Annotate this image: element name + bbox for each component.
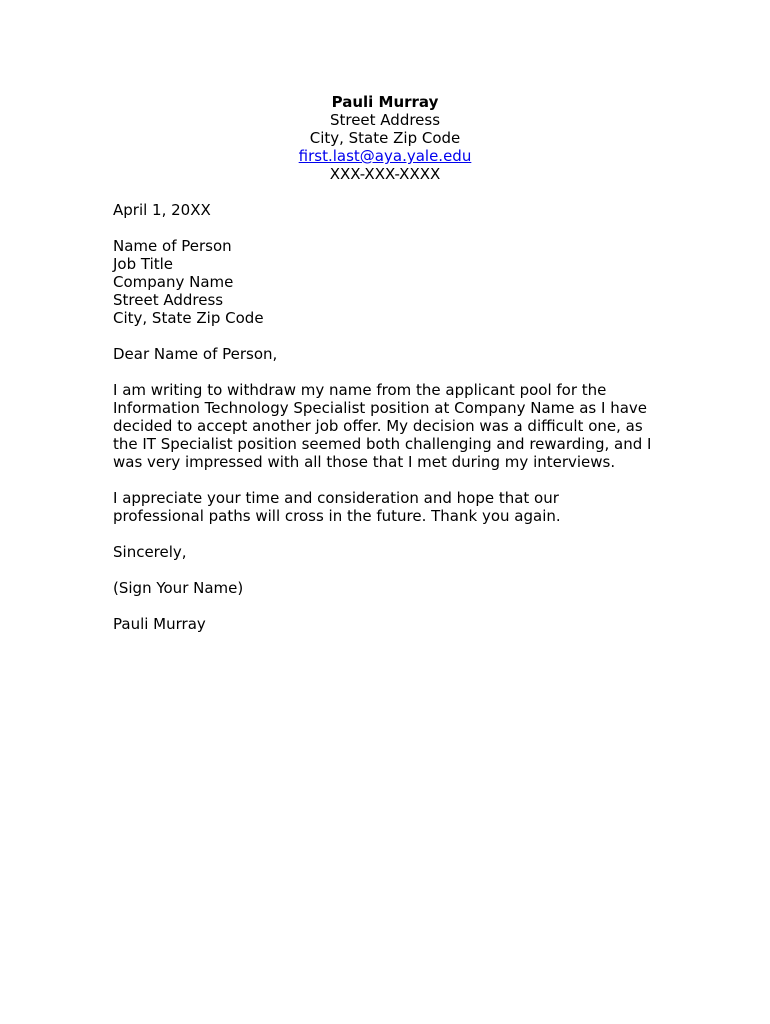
spacer <box>113 597 673 615</box>
paragraph-line: I am writing to withdraw my name from the applicant pool for the <box>113 381 607 399</box>
paragraph-line: was very impressed with all those that I met during my interviews. <box>113 453 616 471</box>
paragraph-line: professional paths will cross in the future. Thank you again. <box>113 507 561 525</box>
salutation: Dear Name of Person, <box>113 345 278 363</box>
letterhead <box>0 93 770 183</box>
sender-email-link[interactable]: first.last@aya.yale.edu <box>298 147 472 165</box>
spacer <box>113 471 673 489</box>
paragraph-line: the IT Specialist position seemed both challenging and rewarding, and I <box>113 435 652 453</box>
paragraph-withdrawal <box>113 381 673 471</box>
recipient-title: Job Title <box>113 255 174 273</box>
paragraph-line: decided to accept another job offer. My decision was a difficult one, as <box>113 417 643 435</box>
sender-name: Pauli Murray <box>331 93 439 111</box>
sender-phone: XXX-XXX-XXXX <box>329 165 441 183</box>
closing: Sincerely, <box>113 543 187 561</box>
spacer <box>113 327 673 345</box>
paragraph-thanks <box>113 489 673 525</box>
spacer <box>113 363 673 381</box>
sender-street: Street Address <box>329 111 441 129</box>
spacer <box>113 525 673 543</box>
letter-date: April 1, 20XX <box>113 201 211 219</box>
paragraph-line: I appreciate your time and consideration and hope that our <box>113 489 559 507</box>
signature-placeholder: (Sign Your Name) <box>113 579 244 597</box>
signer-name: Pauli Murray <box>113 615 206 633</box>
paragraph-line: Information Technology Specialist position at Company Name as I have <box>113 399 648 417</box>
recipient-block <box>113 237 673 327</box>
spacer <box>113 219 673 237</box>
recipient-city: City, State Zip Code <box>113 309 264 327</box>
sender-email-line <box>0 147 770 165</box>
sender-city: City, State Zip Code <box>309 129 461 147</box>
spacer <box>113 561 673 579</box>
recipient-name: Name of Person <box>113 237 232 255</box>
recipient-street: Street Address <box>113 291 224 309</box>
letter-body <box>113 201 673 633</box>
recipient-company: Company Name <box>113 273 234 291</box>
